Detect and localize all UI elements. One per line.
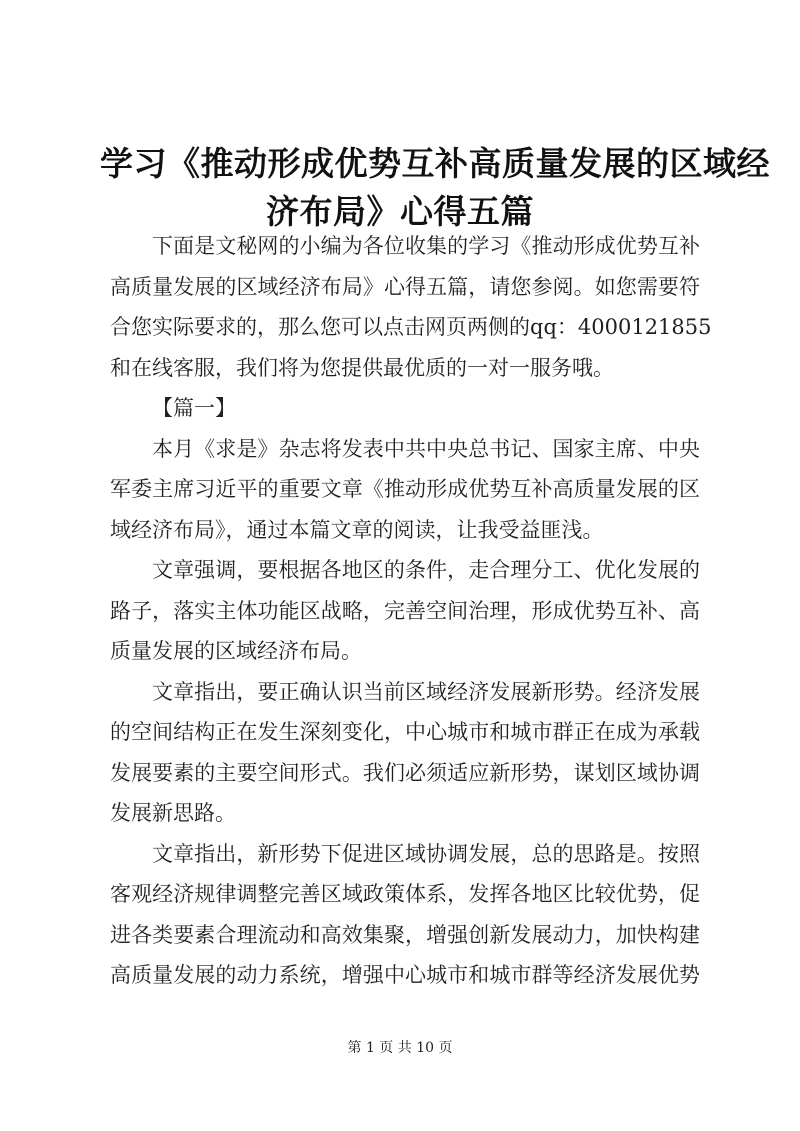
text-line: 域经济布局》，通过本篇文章的阅读，让我受益匪浅。: [110, 517, 604, 542]
text-line: 进各类要素合理流动和高效集聚，增强创新发展动力，加快构建: [110, 922, 700, 947]
text-line: 文章指出，新形势下促进区域协调发展，总的思路是。按照: [152, 841, 700, 866]
text-line: 高质量发展的动力系统，增强中心城市和城市群等经济发展优势: [110, 963, 700, 987]
text-line: 合您实际要求的，那么您可以点击网页两侧的qq：4000121855: [110, 315, 712, 339]
page-number-footer: 第 1 页 共 10 页: [347, 1040, 453, 1056]
text-line: 军委主席习近平的重要文章《推动形成优势互补高质量发展的区: [110, 477, 700, 501]
text-line: 和在线客服，我们将为您提供最优质的一对一服务哦。: [110, 355, 614, 380]
document-title: [100, 140, 770, 236]
document-body: [110, 226, 712, 996]
text-line: 【篇一】: [152, 396, 236, 420]
paragraph: [110, 429, 700, 551]
paragraph: [110, 672, 700, 834]
text-line: 路子，落实主体功能区战略，完善空间治理，形成优势互补、高: [110, 598, 700, 623]
title-line: 学习《推动形成优势互补高质量发展的区域经: [100, 144, 770, 183]
text-line: 发展要素的主要空间形式。我们必须适应新形势，谋划区域协调: [110, 760, 700, 785]
text-line: 客观经济规律调整完善区域政策体系，发挥各地区比较优势，促: [110, 882, 700, 906]
text-line: 高质量发展的区域经济布局》心得五篇，请您参阅。如您需要符: [110, 274, 700, 299]
text-line: 文章指出，要正确认识当前区域经济发展新形势。经济发展: [152, 679, 700, 704]
paragraph: [110, 550, 700, 672]
text-line: 质量发展的区域经济布局。: [110, 639, 362, 663]
section-heading: [110, 388, 700, 429]
paragraph-intro: [110, 226, 712, 388]
paragraph: [110, 834, 700, 996]
text-line: 的空间结构正在发生深刻变化，中心城市和城市群正在成为承载: [110, 720, 700, 744]
text-line: 本月《求是》杂志将发表中共中央总书记、国家主席、中央: [152, 436, 700, 461]
title-line: 济布局》心得五篇: [266, 192, 534, 231]
text-line: 发展新思路。: [110, 801, 236, 825]
text-line: 文章强调，要根据各地区的条件，走合理分工、优化发展的: [152, 558, 700, 582]
text-line: 下面是文秘网的小编为各位收集的学习《推动形成优势互补: [152, 234, 700, 258]
